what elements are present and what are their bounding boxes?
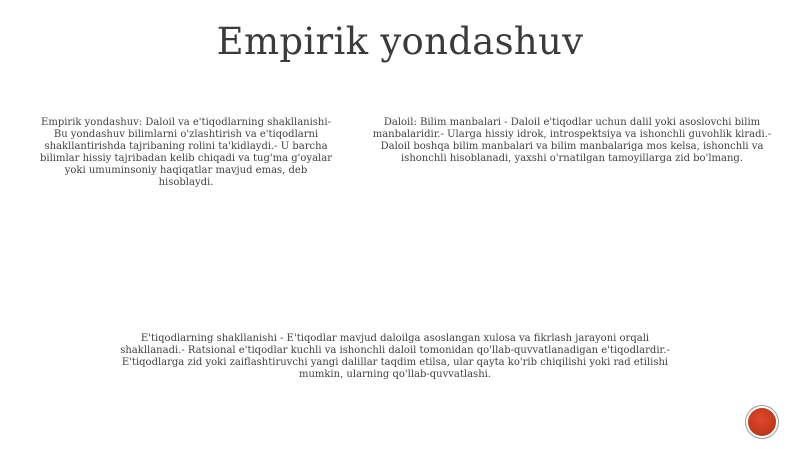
text-block-daloil: Daloil: Bilim manbalari - Daloil e'tiqodlar uchun dalil yoki asoslovchi bilim manbalaridir.- Ularga hissiy idrok, introspektsiya va ishonchli guvohlik kiradi.- Daloil boshqa bilim manbalari va bilim manbalariga mos kelsa, ishonchli va ishonchli hisoblanadi, yaxshi o'rnatilgan tamoyillarga zid bo'lmang. xyxy=(372,117,772,164)
text-block-empirik: Empirik yondashuv: Daloil va e'tiqodlarning shakllanishi- Bu yondashuv bilimlarni o'zlashtirish va e'tiqodlarni shakllantirishda tajribaning rolini ta'kidlaydi.- U barcha bilimlar hissiy tajribadan kelib chiqadi va tug'ma g'oyalar yoki umuminsoniy haqiqatlar mavjud emas, deb hisoblaydi. xyxy=(39,117,332,188)
next-slide-button[interactable] xyxy=(748,408,776,436)
slide-title: Empirik yondashuv xyxy=(216,20,584,63)
text-block-etiqodlar: E'tiqodlarning shakllanishi - E'tiqodlar mavjud daloilga asoslangan xulosa va fikrlash jarayoni orqali shakllanadi.- Ratsional e'tiqodlar kuchli va ishonchli daloil tomonidan qo'llab-quvvatlanadigan e'tiqodlardir.- E'tiqodlarga zid yoki zaiflashtiruvchi yangi dalillar taqdim etilsa, ular qayta ko'rib chiqilishi yoki rad etilishi mumkin, ularning qo'llab-quvvatlashi. xyxy=(120,333,670,380)
